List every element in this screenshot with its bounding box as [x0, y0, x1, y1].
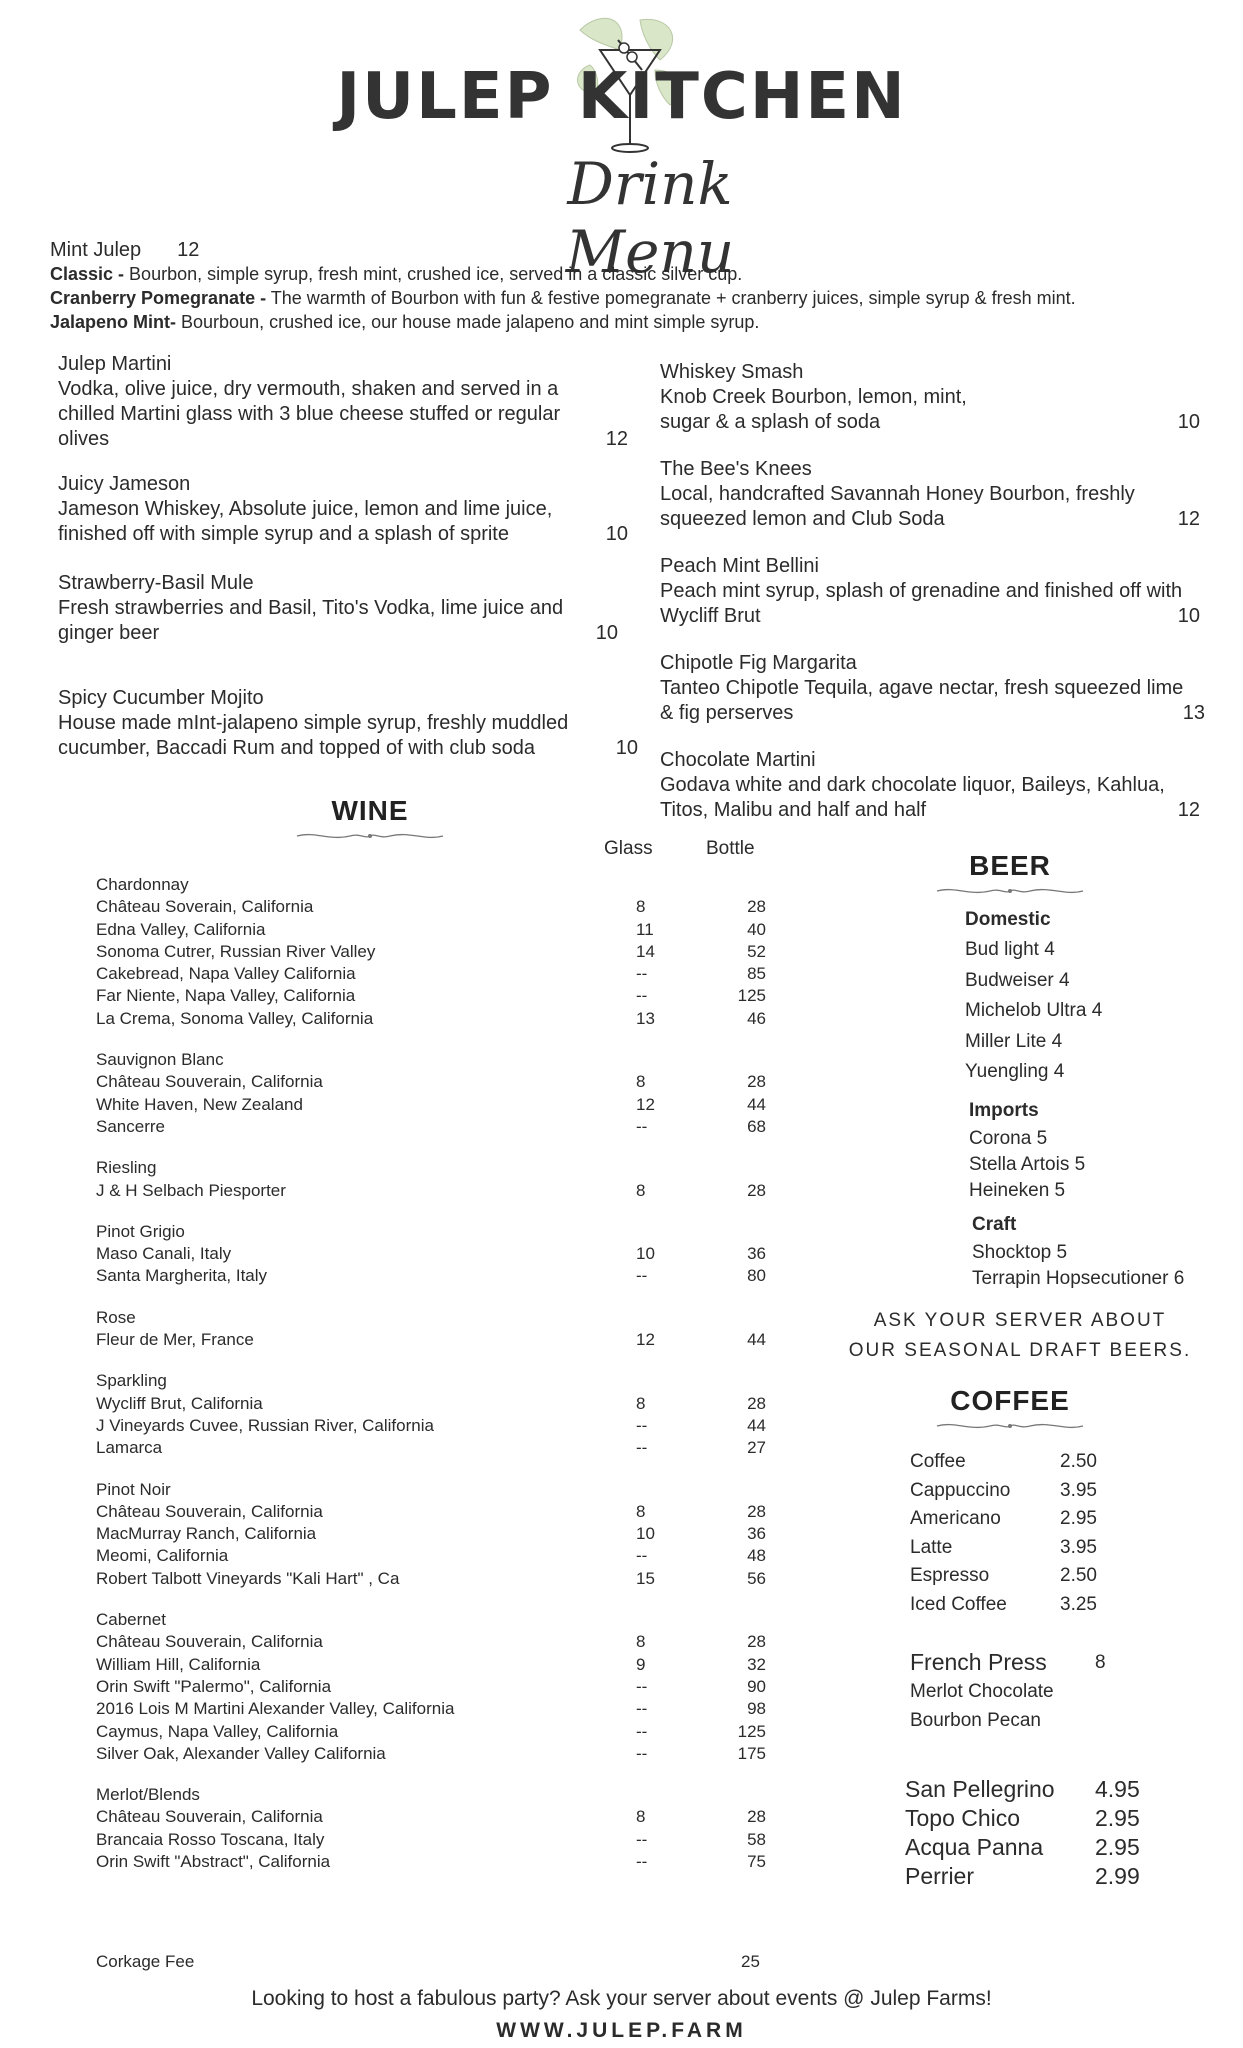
- cocktail-price: 10: [1177, 411, 1200, 433]
- wine-name: Château Souverain, California: [96, 1632, 323, 1652]
- wine-group: [96, 874, 796, 1030]
- wine-glass-price: 8: [636, 1807, 646, 1827]
- wine-name: Sancerre: [96, 1116, 165, 1136]
- wine-row: [96, 1631, 796, 1653]
- wine-glass-price: --: [636, 986, 648, 1006]
- wine-row: [96, 1393, 796, 1415]
- wine-glass-price: 15: [636, 1568, 655, 1588]
- wine-row: [96, 1437, 796, 1459]
- coffee-name: Iced Coffee: [910, 1593, 1007, 1615]
- wine-glass-price: --: [636, 1743, 648, 1763]
- wine-glass-price: 8: [636, 1393, 646, 1413]
- coffee-row: [910, 1448, 1230, 1477]
- cocktail-price: 13: [1182, 702, 1205, 724]
- wine-row: [96, 1806, 796, 1828]
- wine-bottle-price: 32: [747, 1654, 766, 1674]
- wine-group-title: Cabernet: [96, 1610, 166, 1630]
- coffee-name: Latte: [910, 1536, 953, 1558]
- wine-name: White Haven, New Zealand: [96, 1094, 303, 1114]
- coffee-price: 3.25: [1060, 1593, 1097, 1615]
- wine-name: Orin Swift "Palermo", California: [96, 1676, 332, 1696]
- coffee-price: 3.95: [1060, 1479, 1097, 1501]
- wine-row: [96, 1008, 796, 1030]
- french-press-flavor: Bourbon Pecan: [910, 1710, 1041, 1731]
- wine-bottle-price: 28: [747, 1072, 766, 1092]
- coffee-row: [910, 1534, 1230, 1563]
- wine-name: Robert Talbott Vineyards "Kali Hart" , Ca: [96, 1568, 400, 1588]
- wine-group-title: Riesling: [96, 1158, 157, 1178]
- cocktail-price: 10: [1177, 605, 1200, 627]
- coffee-row: [910, 1477, 1230, 1506]
- wine-group: [96, 1479, 796, 1590]
- coffee-name: Cappuccino: [910, 1479, 1011, 1501]
- french-press-flavor: Merlot Chocolate: [910, 1681, 1054, 1702]
- wine-row: [96, 1568, 796, 1590]
- water-price: 4.95: [1095, 1776, 1140, 1802]
- wine-bottle-price: 80: [747, 1266, 766, 1286]
- flourish-divider-icon: [935, 1419, 1085, 1433]
- coffee-row: [910, 1505, 1230, 1534]
- wine-name: La Crema, Sonoma Valley, California: [96, 1008, 374, 1028]
- wine-group: [96, 1049, 796, 1138]
- wine-row: [96, 1243, 796, 1265]
- cocktail-name: Juicy Jameson: [58, 473, 191, 495]
- wine-name: Château Souverain, California: [96, 1807, 323, 1827]
- cocktail-item: [660, 457, 1205, 532]
- wine-name: Fleur de Mer, France: [96, 1330, 254, 1350]
- coffee-heading: COFFEE: [950, 1385, 1070, 1416]
- wine-row: [96, 1329, 796, 1351]
- party-promo: Looking to host a fabulous party? Ask your server about events @ Julep Farms!: [251, 1987, 992, 2010]
- wine-name: J & H Selbach Piesporter: [96, 1180, 286, 1200]
- wine-row: [96, 1743, 796, 1765]
- wine-name: Wycliff Brut, California: [96, 1393, 263, 1413]
- wine-bottle-price: 44: [747, 1330, 766, 1350]
- wine-glass-price: --: [636, 1851, 648, 1871]
- wine-name: MacMurray Ranch, California: [96, 1524, 317, 1544]
- cocktails-left-column: [58, 352, 638, 783]
- cocktail-item: [58, 686, 638, 761]
- wine-row: [96, 1265, 796, 1287]
- wine-bottle-price: 44: [747, 1415, 766, 1435]
- wine-group-title: Chardonnay: [96, 875, 189, 894]
- wine-bottle-price: 28: [747, 1501, 766, 1521]
- coffee-row: [910, 1591, 1230, 1620]
- water-row: [905, 1862, 1225, 1891]
- cocktail-desc: Fresh strawberries and Basil, Tito's Vodka, lime juice and ginger beer: [58, 597, 564, 644]
- wine-bottle-price: 48: [747, 1546, 766, 1566]
- water-name: San Pellegrino: [905, 1776, 1055, 1802]
- wine-glass-price: 11: [636, 919, 654, 939]
- wine-name: Meomi, California: [96, 1546, 229, 1566]
- corkage-price: 25: [741, 1952, 760, 1971]
- beer-category-domestic: Domestic: [965, 909, 1051, 930]
- wine-row: [96, 1523, 796, 1545]
- wine-bottle-price: 58: [747, 1829, 766, 1849]
- cocktail-name: Spicy Cucumber Mojito: [58, 687, 264, 709]
- wine-glass-price: 8: [636, 1632, 646, 1652]
- wine-group-title: Rose: [96, 1307, 136, 1327]
- cocktail-name: Julep Martini: [58, 353, 172, 375]
- wine-list: [96, 838, 796, 1892]
- wine-glass-price: --: [636, 1266, 648, 1286]
- wine-bottle-price: 28: [747, 1807, 766, 1827]
- coffee-price: 2.95: [1060, 1508, 1097, 1530]
- wine-bottle-price: 175: [737, 1743, 766, 1763]
- wine-bottle-price: 75: [747, 1851, 766, 1871]
- wine-name: 2016 Lois M Martini Alexander Valley, California: [96, 1699, 455, 1719]
- wine-glass-price: --: [636, 1699, 648, 1719]
- wine-group: [96, 1609, 796, 1765]
- wine-row: [96, 1094, 796, 1116]
- wine-col-glass: Glass: [604, 838, 653, 859]
- cocktail-item: [58, 352, 628, 452]
- wine-glass-price: --: [636, 1829, 648, 1849]
- beer-item: Yuengling 4: [965, 1061, 1065, 1083]
- wine-glass-price: 12: [636, 1330, 655, 1350]
- wine-bottle-price: 68: [747, 1116, 766, 1136]
- wine-glass-price: 12: [636, 1094, 655, 1114]
- website-link[interactable]: WWW.JULEP.FARM: [496, 2019, 747, 2042]
- cocktail-desc: Vodka, olive juice, dry vermouth, shaken and served in a chilled Martini glass with 3 blue cheese stuffed or regular olives: [58, 378, 561, 450]
- wine-bottle-price: 56: [747, 1568, 766, 1588]
- cocktail-desc: Tanteo Chipotle Tequila, agave nectar, fresh squeezed lime & fig perserves: [660, 677, 1184, 724]
- beer-item: Miller Lite 4: [965, 1030, 1063, 1052]
- wine-row: [96, 1116, 796, 1138]
- cocktail-name: Peach Mint Bellini: [660, 555, 819, 577]
- wine-bottle-price: 27: [747, 1438, 766, 1458]
- cocktail-item: [660, 554, 1205, 629]
- coffee-row: [910, 1562, 1230, 1591]
- mint-julep-variant: Cranberry Pomegranate - The warmth of Bourbon with fun & festive pomegranate + cranberry juices, simple syrup & fresh mint.: [50, 288, 1076, 308]
- corkage-fee: [96, 1952, 766, 1972]
- french-press-label: French Press: [910, 1649, 1047, 1675]
- wine-bottle-price: 46: [747, 1008, 766, 1028]
- wine-row: [96, 1415, 796, 1437]
- mint-julep-variant: Jalapeno Mint- Bourboun, crushed ice, our house made jalapeno and mint simple syrup.: [50, 312, 760, 332]
- beer-item: Bud light 4: [965, 939, 1055, 960]
- water-price: 2.99: [1095, 1863, 1140, 1889]
- wine-bottle-price: 36: [747, 1524, 766, 1544]
- cocktail-price: 10: [595, 622, 618, 644]
- cocktail-name: Chocolate Martini: [660, 749, 816, 771]
- wine-group-title: Sauvignon Blanc: [96, 1050, 224, 1070]
- cocktail-desc: Jameson Whiskey, Absolute juice, lemon and lime juice, finished off with simple syrup and a splash of sprite: [58, 498, 553, 545]
- coffee-name: Americano: [910, 1508, 1001, 1530]
- wine-name: Brancaia Rosso Toscana, Italy: [96, 1829, 325, 1849]
- flourish-divider-icon: [935, 884, 1085, 898]
- water-name: Perrier: [905, 1863, 975, 1889]
- wine-name: Silver Oak, Alexander Valley California: [96, 1743, 386, 1763]
- wine-row: [96, 985, 796, 1007]
- wine-name: J Vineyards Cuvee, Russian River, California: [96, 1415, 434, 1435]
- wine-bottle-price: 90: [747, 1676, 766, 1696]
- wine-glass-price: --: [636, 964, 648, 984]
- wine-name: Cakebread, Napa Valley California: [96, 964, 356, 984]
- wine-glass-price: 8: [636, 1180, 646, 1200]
- water-name: Topo Chico: [905, 1805, 1021, 1831]
- wine-row: [96, 941, 796, 963]
- cocktail-item: [58, 472, 628, 547]
- wine-glass-price: --: [636, 1438, 648, 1458]
- water-price: 2.95: [1095, 1834, 1140, 1860]
- wine-name: Maso Canali, Italy: [96, 1244, 232, 1264]
- beer-item: Michelob Ultra 4: [965, 1000, 1103, 1022]
- wine-glass-price: 8: [636, 897, 646, 917]
- wine-name: William Hill, California: [96, 1654, 261, 1674]
- cocktail-item: [660, 651, 1205, 726]
- cocktail-name: Whiskey Smash: [660, 361, 804, 383]
- beer-heading: BEER: [969, 850, 1051, 881]
- wine-row: [96, 1851, 796, 1873]
- water-row: [905, 1804, 1225, 1833]
- wine-row: [96, 896, 796, 918]
- wine-bottle-price: 85: [747, 964, 766, 984]
- wine-row: [96, 1654, 796, 1676]
- french-press-price: 8: [1095, 1652, 1106, 1673]
- wine-glass-price: --: [636, 1116, 648, 1136]
- beer-item: Shocktop 5: [972, 1241, 1068, 1263]
- beer-item: Heineken 5: [969, 1179, 1066, 1201]
- french-press-section: [910, 1648, 1230, 1735]
- wine-bottle-price: 125: [737, 986, 766, 1006]
- wine-glass-price: --: [636, 1546, 648, 1566]
- wine-name: Edna Valley, California: [96, 919, 266, 939]
- cocktail-item: [660, 748, 1205, 823]
- menu-subtitle: Drink Menu: [565, 150, 735, 286]
- coffee-name: Coffee: [910, 1451, 966, 1472]
- wine-group-title: Pinot Grigio: [96, 1221, 185, 1241]
- cocktail-desc: Knob Creek Bourbon, lemon, mint, sugar & a splash of soda: [660, 386, 967, 433]
- wine-group: [96, 1307, 796, 1352]
- wine-heading-block: [280, 795, 460, 843]
- wine-name: Orin Swift "Abstract", California: [96, 1851, 331, 1871]
- corkage-label: Corkage Fee: [96, 1952, 195, 1971]
- mint-julep-section: [50, 238, 1210, 334]
- cocktails-right-column: [660, 360, 1205, 845]
- wine-group-title: Pinot Noir: [96, 1479, 171, 1499]
- wine-bottle-price: 52: [747, 941, 766, 961]
- wine-name: Château Souverain, California: [96, 1072, 323, 1092]
- cocktail-name: Chipotle Fig Margarita: [660, 652, 857, 674]
- coffee-price: 2.50: [1060, 1451, 1097, 1472]
- beer-item: Budweiser 4: [965, 969, 1070, 991]
- wine-group: [96, 1784, 796, 1873]
- wine-name: Château Souverain, California: [96, 1501, 323, 1521]
- cocktail-price: 12: [605, 428, 628, 450]
- coffee-price: 3.95: [1060, 1536, 1097, 1558]
- coffee-price: 2.50: [1060, 1565, 1097, 1587]
- wine-group: [96, 1221, 796, 1288]
- wine-row: [96, 1071, 796, 1093]
- mint-julep-variant: Classic - Bourbon, simple syrup, fresh mint, crushed ice, served in a classic silver cup.: [50, 264, 743, 284]
- water-price: 2.95: [1095, 1805, 1140, 1831]
- beer-item: Stella Artois 5: [969, 1153, 1086, 1175]
- wine-bottle-price: 28: [747, 1393, 766, 1413]
- wine-row: [96, 1501, 796, 1523]
- coffee-list: [910, 1448, 1230, 1620]
- wine-bottle-price: 36: [747, 1244, 766, 1264]
- beer-category-craft: Craft: [972, 1213, 1017, 1235]
- water-list: [905, 1775, 1225, 1891]
- cocktail-price: 12: [1177, 799, 1200, 821]
- wine-row: [96, 1180, 796, 1202]
- wine-name: Château Soverain, California: [96, 897, 314, 917]
- cocktail-item: [58, 571, 628, 646]
- wine-bottle-price: 28: [747, 897, 766, 917]
- wine-group-title: Merlot/Blends: [96, 1785, 200, 1805]
- restaurant-title: JULEP KITCHEN: [336, 60, 907, 134]
- wine-bottle-price: 44: [747, 1094, 766, 1114]
- wine-name: Sonoma Cutrer, Russian River Valley: [96, 941, 376, 961]
- wine-glass-price: 10: [636, 1244, 655, 1264]
- wine-row: [96, 1698, 796, 1720]
- beer-category-imports: Imports: [969, 1099, 1039, 1121]
- cocktail-name: Strawberry-Basil Mule: [58, 572, 254, 594]
- wine-row: [96, 1545, 796, 1567]
- wine-glass-price: 8: [636, 1072, 646, 1092]
- cocktail-name: The Bee's Knees: [660, 458, 812, 480]
- wine-glass-price: --: [636, 1676, 648, 1696]
- wine-heading: WINE: [331, 795, 409, 826]
- cocktail-desc: Local, handcrafted Savannah Honey Bourbon, freshly squeezed lemon and Club Soda: [660, 483, 1135, 530]
- coffee-name: Espresso: [910, 1565, 990, 1587]
- cocktail-desc: Peach mint syrup, splash of grenadine and finished off with Wycliff Brut: [660, 580, 1183, 627]
- cocktail-price: 12: [1177, 508, 1200, 530]
- coffee-heading-block: [920, 1385, 1100, 1433]
- cocktail-desc: House made mInt-jalapeno simple syrup, freshly muddled cucumber, Baccadi Rum and topped of with club soda: [58, 712, 569, 759]
- wine-row: [96, 1721, 796, 1743]
- wine-name: Far Niente, Napa Valley, California: [96, 986, 356, 1006]
- seasonal-draft-note: ASK YOUR SERVER ABOUT OUR SEASONAL DRAFT BEERS.: [848, 1310, 1192, 1361]
- wine-name: Santa Margherita, Italy: [96, 1266, 268, 1286]
- cocktail-desc: Godava white and dark chocolate liquor, Baileys, Kahlua, Titos, Malibu and half and half: [660, 774, 1165, 821]
- cocktail-item: [660, 360, 1205, 435]
- wine-bottle-price: 125: [737, 1721, 766, 1741]
- wine-glass-price: 13: [636, 1008, 655, 1028]
- wine-group-title: Sparkling: [96, 1371, 167, 1391]
- wine-col-bottle: Bottle: [706, 838, 755, 859]
- water-name: Acqua Panna: [905, 1834, 1044, 1860]
- wine-bottle-price: 28: [747, 1632, 766, 1652]
- wine-group: [96, 1370, 796, 1459]
- wine-row: [96, 963, 796, 985]
- wine-bottle-price: 40: [747, 919, 766, 939]
- wine-bottle-price: 28: [747, 1180, 766, 1200]
- water-row: [905, 1775, 1225, 1804]
- cocktail-price: 10: [615, 737, 638, 759]
- wine-glass-price: 8: [636, 1501, 646, 1521]
- wine-glass-price: --: [636, 1415, 648, 1435]
- wine-row: [96, 1829, 796, 1851]
- cocktail-price: 10: [605, 523, 628, 545]
- beer-item: Corona 5: [969, 1127, 1048, 1149]
- beer-list: [965, 905, 1243, 1292]
- wine-row: [96, 919, 796, 941]
- flourish-divider-icon: [295, 829, 445, 843]
- mint-julep-name: Mint Julep: [50, 239, 142, 261]
- beer-heading-block: [920, 850, 1100, 898]
- water-row: [905, 1833, 1225, 1862]
- wine-glass-price: --: [636, 1721, 648, 1741]
- wine-glass-price: 10: [636, 1524, 655, 1544]
- wine-glass-price: 14: [636, 941, 655, 961]
- wine-bottle-price: 98: [747, 1699, 766, 1719]
- wine-glass-price: 9: [636, 1654, 646, 1674]
- beer-item: Terrapin Hopsecutioner 6: [972, 1267, 1185, 1289]
- wine-group: [96, 1157, 796, 1202]
- wine-name: Lamarca: [96, 1438, 163, 1458]
- wine-name: Caymus, Napa Valley, California: [96, 1721, 339, 1741]
- mint-julep-price: 12: [177, 239, 200, 261]
- wine-row: [96, 1676, 796, 1698]
